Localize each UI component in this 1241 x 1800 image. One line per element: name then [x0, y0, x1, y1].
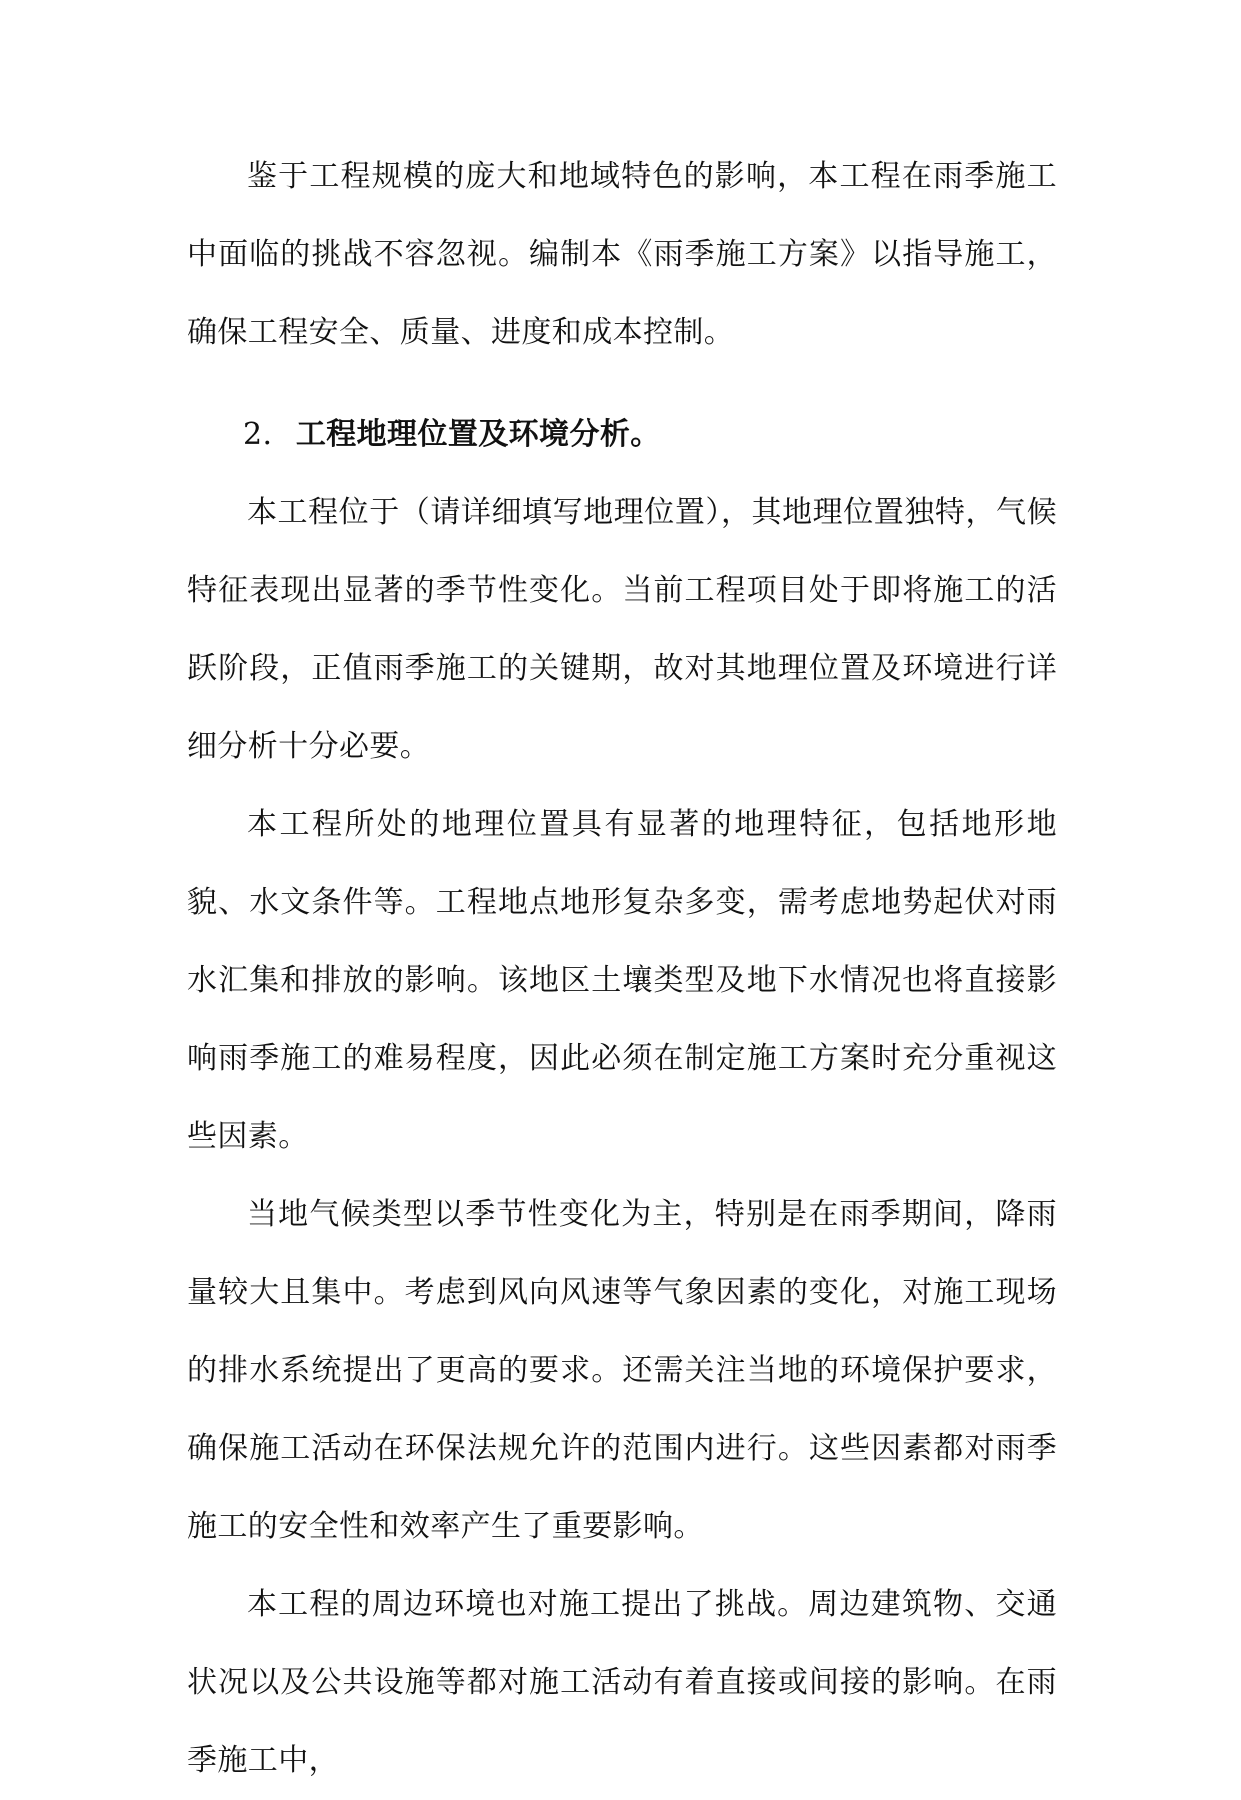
paragraph-location: 本工程位于（请详细填写地理位置），其地理位置独特，气候特征表现出显著的季节性变化。当前工程项目处于即将施工的活跃阶段，正值雨季施工的关键期，故对其地理位置及环境进行详细分析十分必要。 [187, 495, 1057, 764]
paragraph-intro: 鉴于工程规模的庞大和地域特色的影响，本工程在雨季施工中面临的挑战不容忽视。编制本《雨季施工方案》以指导施工，确保工程安全、质量、进度和成本控制。 [187, 159, 1057, 350]
document-body [187, 138, 1057, 1800]
paragraph-terrain: 本工程所处的地理位置具有显著的地理特征，包括地形地貌、水文条件等。工程地点地形复杂多变，需考虑地势起伏对雨水汇集和排放的影响。该地区土壤类型及地下水情况也将直接影响雨季施工的难易程度，因此必须在制定施工方案时充分重视这些因素。 [187, 807, 1057, 1154]
section-number: 2. [243, 417, 273, 452]
section-title: 工程地理位置及环境分析。 [295, 417, 661, 452]
section-heading [187, 396, 1057, 474]
paragraph-surroundings: 本工程的周边环境也对施工提出了挑战。周边建筑物、交通状况以及公共设施等都对施工活动有着直接或间接的影响。在雨季施工中， [187, 1587, 1057, 1778]
paragraph-climate: 当地气候类型以季节性变化为主，特别是在雨季期间，降雨量较大且集中。考虑到风向风速等气象因素的变化，对施工现场的排水系统提出了更高的要求。还需关注当地的环境保护要求，确保施工活动在环保法规允许的范围内进行。这些因素都对雨季施工的安全性和效率产生了重要影响。 [187, 1197, 1057, 1544]
